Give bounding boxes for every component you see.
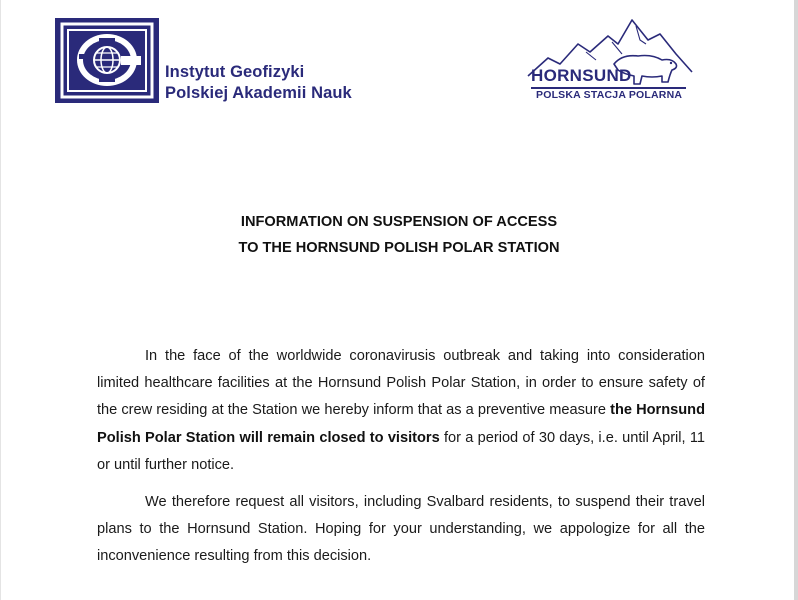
document-title-line1: INFORMATION ON SUSPENSION OF ACCESS — [240, 214, 558, 230]
institute-name — [165, 62, 352, 104]
paragraph-2: We therefore request all visitors, including Svalbard residents, to suspend their travel plans to the Hornsund Station. Hoping for your understanding, we appologize for all the inconvenience resulting from this decision. — [97, 494, 705, 565]
igf-globe-emblem-icon — [55, 18, 159, 103]
station-subtitle: POLSKA STACJA POLARNA — [536, 89, 683, 101]
page-scroll-edge — [794, 0, 798, 600]
paragraph-1-text-before: In the face of the worldwide coronavirusis outbreak and taking into consideration limited healthcare facilities at the Hornsund Polish Polar Station, in order to ensure safety of the crew residing at the Station we hereby inform that as a preventive measure — [97, 348, 705, 419]
paragraph-1-bold-notice: the Hornsund Polish Polar Station will remain closed to visitors — [97, 402, 705, 446]
institute-name-line2: Polskiej Akademii Nauk — [165, 84, 352, 102]
institute-name-line1: Instytut Geofizyki — [165, 63, 305, 81]
paragraph-1-text-after: for a period of 30 days, i.e. until April, 11 or until further notice. — [97, 429, 705, 473]
document-title — [0, 209, 798, 261]
document-body — [97, 343, 705, 571]
paragraph-1 — [97, 343, 705, 479]
station-name: HORNSUND — [531, 66, 632, 85]
page-edge-left — [0, 0, 1, 600]
document-title-line2: TO THE HORNSUND POLISH POLAR STATION — [238, 240, 560, 256]
